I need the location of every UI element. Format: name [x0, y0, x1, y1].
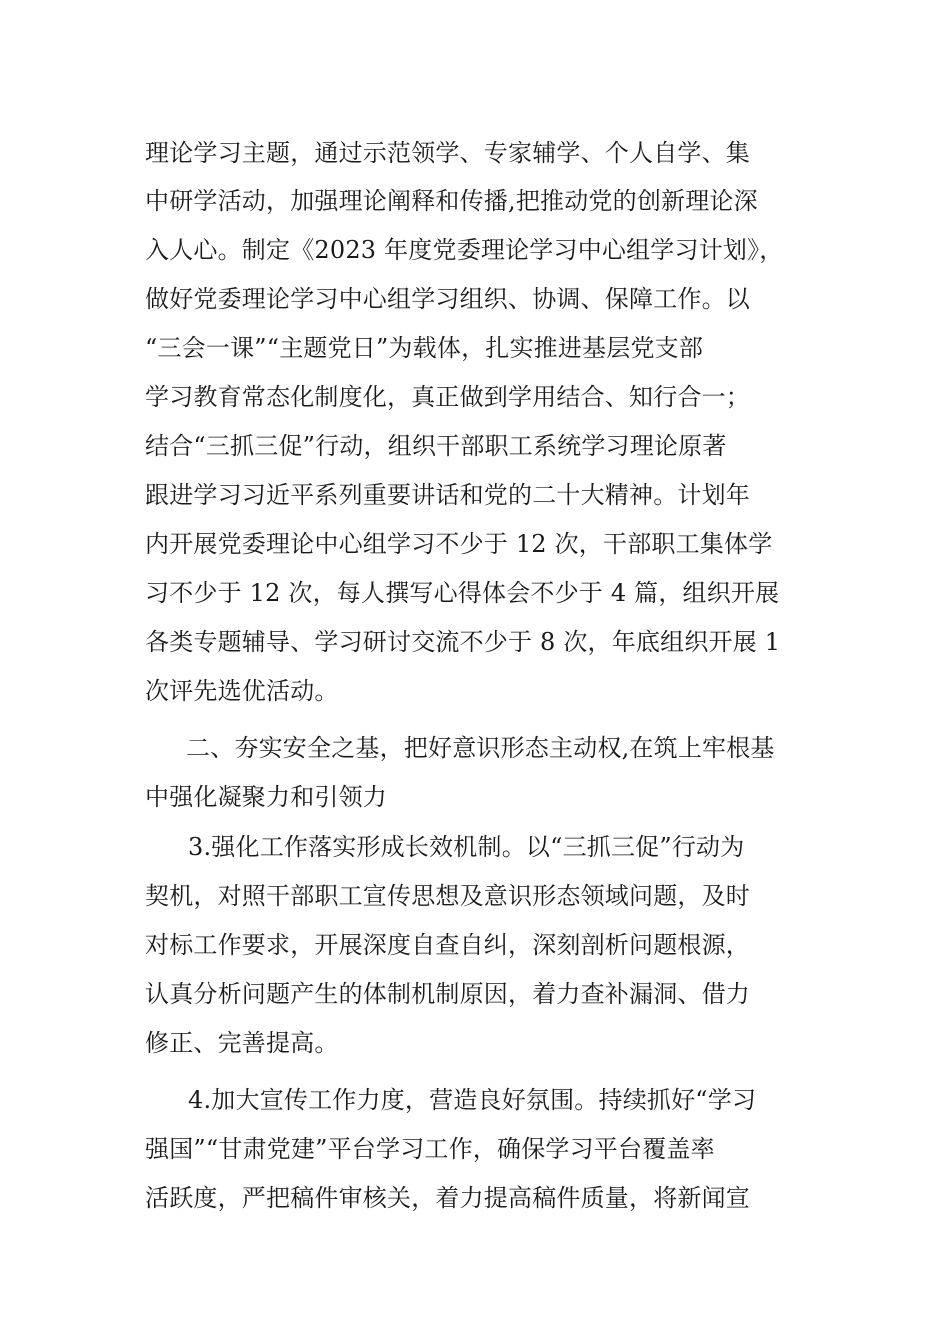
text-line: 跟进学习习近平系列重要讲话和党的二十大精神。计划年 — [145, 481, 750, 509]
text-line: 次评先选优活动。 — [145, 677, 339, 705]
text-line: 结合“三抓三促”行动，组织干部职工系统学习理论原著 — [145, 432, 727, 460]
text-line: 各类专题辅导、学习研讨交流不少于 8 次，年底组织开展 1 — [145, 628, 781, 656]
text-line: 习不少于 12 次，每人撰写心得体会不少于 4 篇，组织开展 — [145, 579, 780, 607]
text-line: 内开展党委理论中心组学习不少于 12 次，干部职工集体学 — [145, 530, 773, 558]
text-line: 4.加大宣传工作力度，营造良好氛围。持续抓好“学习 — [188, 1086, 757, 1114]
text-line: 3.强化工作落实形成长效机制。以“三抓三促”行动为 — [188, 833, 745, 861]
text-line: “三会一课”“主题党日”为载体，扎实推进基层党支部 — [145, 334, 704, 362]
text-line: 理论学习主题，通过示范领学、专家辅学、个人自学、集 — [145, 139, 750, 167]
text-line: 契机，对照干部职工宣传思想及意识形态领域问题，及时 — [145, 882, 750, 910]
text-line: 入人心。制定《2023 年度党委理论学习中心组学习计划》， — [145, 236, 784, 264]
text-line: 修正、完善提高。 — [145, 1029, 339, 1057]
text-line: 做好党委理论学习中心组学习组织、协调、保障工作。以 — [145, 285, 750, 313]
text-line: 认真分析问题产生的体制机制原因，着力查补漏洞、借力 — [145, 980, 750, 1008]
text-line: 强国”“甘肃党建”平台学习工作，确保学习平台覆盖率 — [145, 1135, 715, 1163]
text-line: 学习教育常态化制度化，真正做到学用结合、知行合一； — [145, 383, 750, 411]
heading-line: 中强化凝聚力和引领力 — [145, 783, 387, 811]
text-line: 对标工作要求，开展深度自查自纠，深刻剖析问题根源， — [145, 931, 750, 959]
text-line: 活跃度，严把稿件审核关，着力提高稿件质量，将新闻宣 — [145, 1184, 750, 1212]
text-line: 中研学活动，加强理论阐释和传播,把推动党的创新理论深 — [145, 187, 758, 215]
heading-line: 二、夯实安全之基，把好意识形态主动权,在筑上牢根基 — [186, 734, 775, 762]
